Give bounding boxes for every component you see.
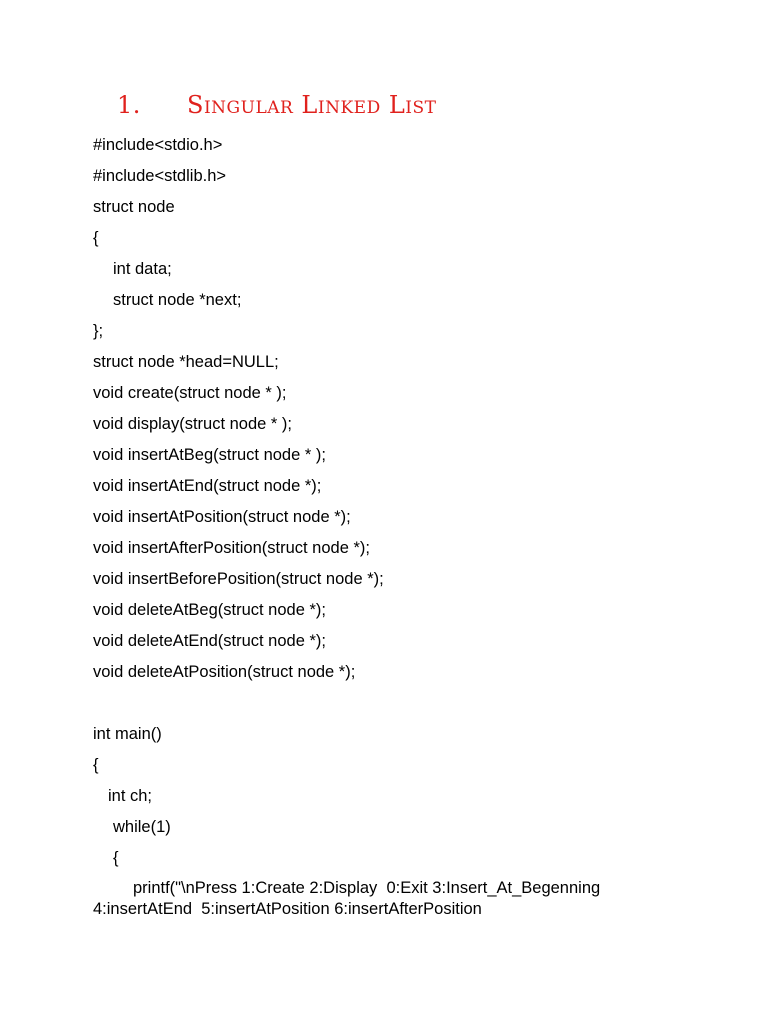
- code-blank-line: [93, 692, 733, 723]
- code-line: void insertAtPosition(struct node *);: [93, 508, 351, 526]
- code-line: void display(struct node * );: [93, 415, 293, 433]
- code-line: {: [93, 229, 99, 247]
- code-line: #include<stdio.h>: [93, 136, 223, 154]
- code-line: void deleteAtPosition(struct node *);: [93, 663, 356, 681]
- code-line: void insertAtEnd(struct node *);: [93, 477, 322, 495]
- code-line-wrapped: [93, 878, 733, 920]
- code-line: {: [113, 849, 119, 867]
- code-line: {: [93, 756, 99, 774]
- code-line: void deleteAtBeg(struct node *);: [93, 601, 326, 619]
- code-line: printf("\nPress 1:Create 2:Display 0:Exit 3:Insert_At_Begenning: [133, 879, 601, 897]
- code-block: [93, 134, 733, 920]
- code-line: int main(): [93, 725, 162, 743]
- section-number: 1.: [117, 91, 141, 119]
- code-line: struct node: [93, 198, 175, 216]
- code-line: };: [93, 322, 104, 340]
- code-line: void deleteAtEnd(struct node *);: [93, 632, 326, 650]
- code-line: void insertAtBeg(struct node * );: [93, 446, 326, 464]
- code-line: 4:insertAtEnd 5:insertAtPosition 6:insertAfterPosition: [93, 900, 482, 918]
- section-title: Singular Linked List: [187, 91, 437, 119]
- code-line: void create(struct node * );: [93, 384, 287, 402]
- code-line: struct node *head=NULL;: [93, 353, 279, 371]
- code-line: #include<stdlib.h>: [93, 167, 227, 185]
- code-line: void insertBeforePosition(struct node *);: [93, 570, 384, 588]
- code-line: void insertAfterPosition(struct node *);: [93, 539, 370, 557]
- code-line: struct node *next;: [113, 291, 242, 309]
- code-line: int data;: [113, 260, 172, 278]
- section-heading: [117, 91, 436, 119]
- code-line: while(1): [113, 818, 171, 836]
- code-line: int ch;: [108, 787, 153, 805]
